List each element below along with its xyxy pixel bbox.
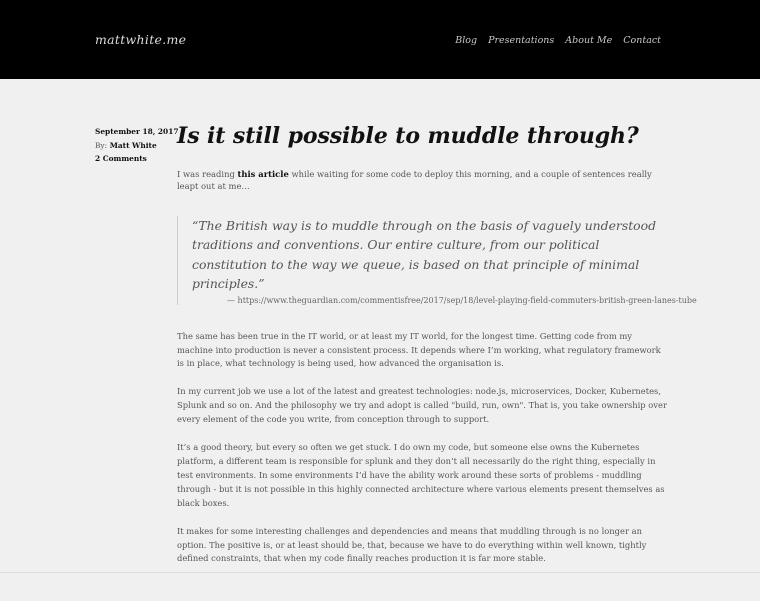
intro-paragraph	[177, 168, 667, 192]
quote-citation: — https://www.theguardian.com/commentisfree/2017/sep/18/level-playing-field-commuters-british-green-lanes-tube	[227, 295, 697, 305]
quote-text: “The British way is to muddle through on the basis of vaguely understood traditions and conventions. Our entire culture, from our political constitution to the way we queue, is based on that principle of minimal principles.”	[192, 218, 657, 292]
comments-link[interactable]: 2 Comments	[95, 154, 147, 163]
article-link[interactable]: this article	[237, 169, 289, 179]
author-label: By:	[95, 140, 108, 150]
nav-link-contact[interactable]: Contact	[623, 35, 661, 46]
body-paragraph: In my current job we use a lot of the latest and greatest technologies: node.js, microservices, Docker, Kubernetes, Splunk and so on. And the philosophy we try and adopt is called "build, run, own". That is, you take ownership over every element of the code you write, from conception through to support.	[177, 386, 667, 425]
nav-link-about-me[interactable]: About Me	[565, 35, 613, 46]
site-brand-link[interactable]: mattwhite.me	[95, 32, 187, 47]
post-date: September 18, 2017	[95, 127, 179, 136]
nav-link-presentations[interactable]: Presentations	[488, 35, 555, 46]
main-content	[0, 79, 760, 572]
post-article	[177, 122, 697, 566]
post-meta	[95, 125, 178, 166]
body-paragraph: It makes for some interesting challenges and dependencies and means that muddling through is no longer an option. The positive is, or at least should be, that, because we have to do everything within well known, tightly defined constraints, that when my code finally reaches production it is far more stable.	[177, 525, 647, 564]
site-header	[0, 0, 760, 79]
body-paragraph: The same has been true in the IT world, or at least my IT world, for the longest time. Getting code from my machine into production is never a consistent process. It depends where I’m working, what regulatory framework is in place, what technology is being used, how advanced the organisation is.	[177, 330, 661, 369]
main-nav	[455, 35, 661, 46]
nav-link-blog[interactable]: Blog	[455, 35, 478, 46]
author-link[interactable]: Matt White	[109, 140, 157, 150]
footer-divider	[0, 572, 760, 601]
body-paragraph: It’s a good theory, but every so often we get stuck. I do own my code, but someone else owns the Kubernetes platform, a different team is responsible for splunk and they don’t all necessarily do the right thing, especially in test environments. In some environments I’d have the ability work around these sorts of problems - muddling through - but it is not possible in this highly connected architecture where various elements present themselves as black boxes.	[177, 442, 665, 508]
intro-text-before: I was reading	[177, 169, 238, 179]
post-title: Is it still possible to muddle through?	[177, 123, 639, 149]
blockquote	[177, 216, 697, 305]
post-author-line	[95, 139, 178, 153]
intro-text-after: while waiting for some code to deploy this morning, and a couple of sentences really leapt out at me…	[177, 169, 652, 191]
